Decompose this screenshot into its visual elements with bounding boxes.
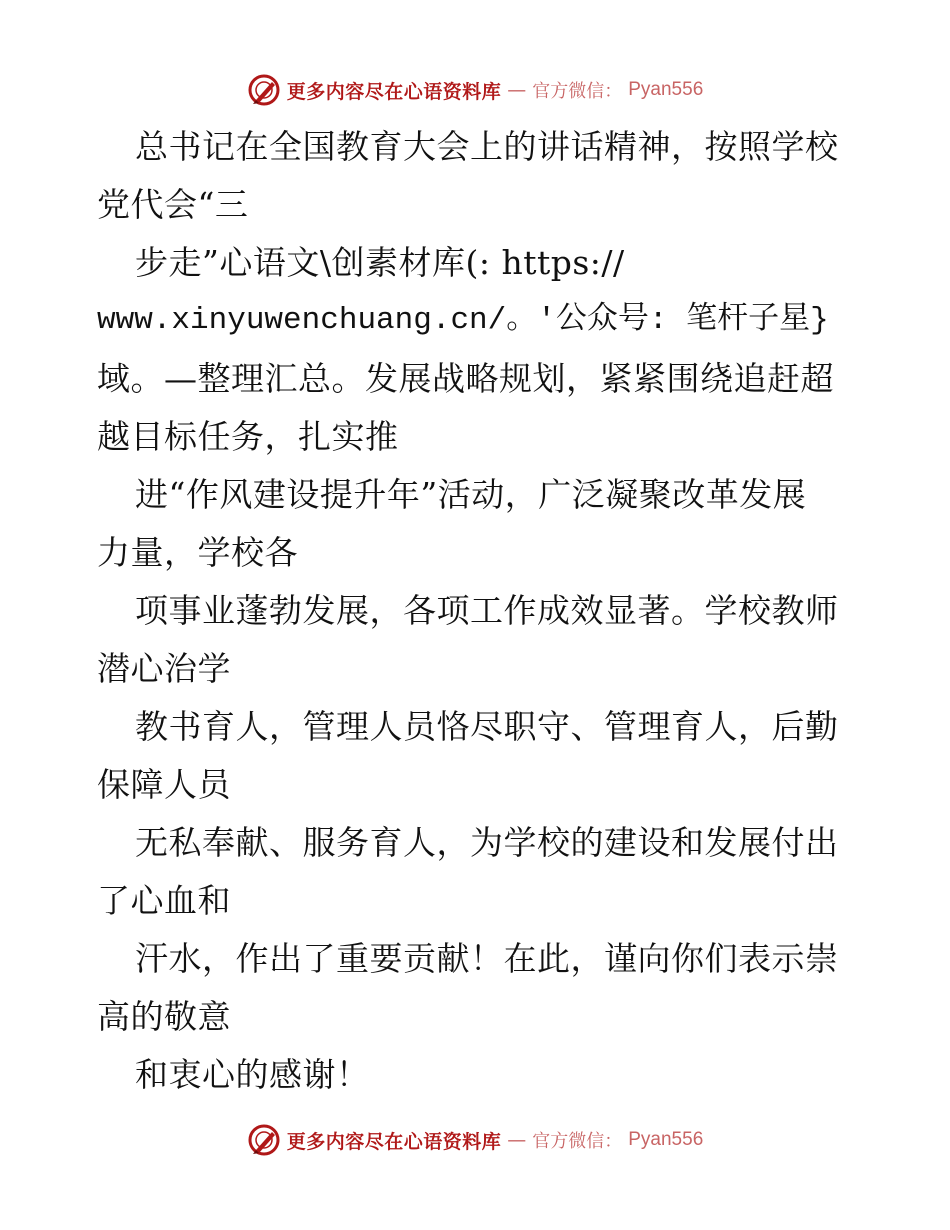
text-line: 步走”心语文\创素材库(: https:// xyxy=(135,243,625,282)
banner-wechat-id: Pyan556 xyxy=(628,1129,704,1150)
text-line: 教书育人，管理人员恪尽职守、管理育人，后勤 xyxy=(135,707,839,746)
header-watermark-banner xyxy=(0,70,950,110)
text-line: 保障人员 xyxy=(97,765,231,804)
banner-wechat-label: 官方微信： xyxy=(532,1131,623,1152)
text-line: 党代会“三 xyxy=(97,185,249,224)
banner-dash: — xyxy=(507,1129,527,1151)
text-line: 汗水，作出了重要贡献！在此，谨向你们表示崇 xyxy=(135,939,839,978)
text-line: 无私奉献、服务育人，为学校的建设和发展付出 xyxy=(135,823,839,862)
text-line: 力量，学校各 xyxy=(97,533,298,572)
banner-wechat-id: Pyan556 xyxy=(628,79,704,100)
text-line: 越目标任务，扎实推 xyxy=(97,417,399,456)
text-line: 高的敬意 xyxy=(97,997,231,1036)
pen-seal-logo-icon xyxy=(247,1123,281,1157)
text-line: 进“作风建设提升年”活动，广泛凝聚改革发展 xyxy=(135,475,807,514)
text-line: 了心血和 xyxy=(97,881,231,920)
text-line: 项事业蓬勃发展，各项工作成效显著。学校教师 xyxy=(135,591,839,630)
text-line: www.xinyuwenchuang.cn/。′公众号: 笔杆子星} xyxy=(97,303,829,338)
text-line: 和衷心的感谢！ xyxy=(135,1055,370,1094)
banner-dash: — xyxy=(507,79,527,101)
document-body xyxy=(97,118,857,1104)
text-line: 总书记在全国教育大会上的讲话精神，按照学校 xyxy=(135,127,839,166)
banner-title: 更多内容尽在心语资料库 xyxy=(286,80,502,103)
text-line: 域。—整理汇总。发展战略规划，紧紧围绕追赶超 xyxy=(97,359,834,398)
banner-wechat-label: 官方微信： xyxy=(532,81,623,102)
header-banner-inner xyxy=(247,73,704,107)
banner-title: 更多内容尽在心语资料库 xyxy=(286,1130,502,1153)
footer-watermark-banner xyxy=(0,1120,950,1160)
text-line: 潜心治学 xyxy=(97,649,231,688)
pen-seal-logo-icon xyxy=(247,73,281,107)
footer-banner-inner xyxy=(247,1123,704,1157)
